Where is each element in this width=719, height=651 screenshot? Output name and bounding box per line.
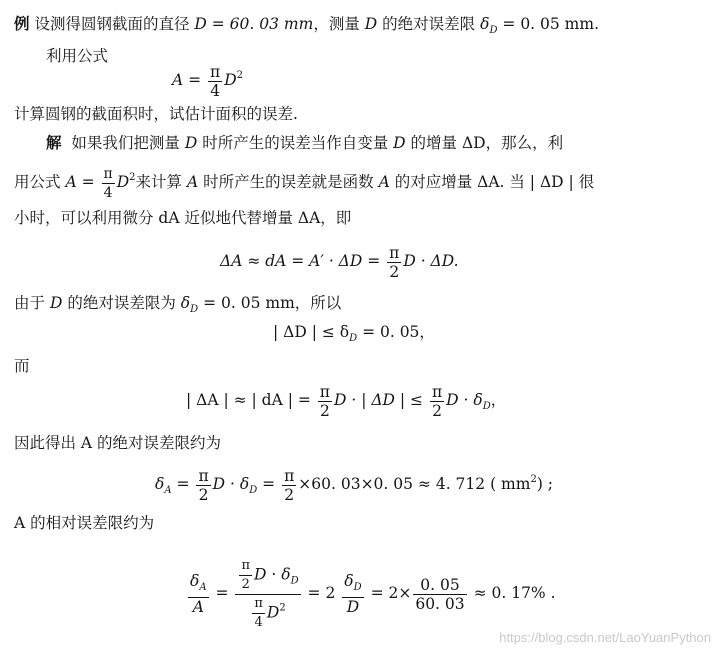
example-label: 例	[14, 14, 30, 33]
solution-paragraph-5: 因此得出 A 的绝对误差限约为	[14, 434, 222, 452]
solution-paragraph-3: 小时，可以利用微分 dA 近似地代替增量 ΔA，即	[14, 209, 352, 227]
use-formula-label: 利用公式	[46, 47, 109, 65]
solution-paragraph-4: 由于 D 的绝对误差限为 $\delta_D = 0$. 05 mm，所以	[14, 294, 342, 315]
conjunction-text: 而	[14, 357, 30, 375]
equation-absolute-limit: $\delta_A$ = $\frac{\pi}{2}$ $D \cdot \delta_D$ = $\frac{\pi}{2}$ ×60. 03×0. 05 ≈ 4. 712 ( $mm^2$) ;	[155, 466, 554, 504]
solution-paragraph-1: 解 如果我们把测量 D 时所产生的误差当作自变量 D 的增量 ΔD，那么，利	[46, 133, 564, 152]
question-text: 计算圆钢的截面积时，试估计面积的误差.	[14, 105, 298, 123]
example-statement: 例 设测得圆钢截面的直径 D = 60. 03 mm，测量 D 的绝对误差限 $\delta_D = 0$. 05 mm.	[14, 14, 600, 36]
solution-paragraph-6: A 的相对误差限约为	[14, 514, 155, 532]
solution-paragraph-2: 用公式 A = $\frac{\pi}{4}$ $D^2$来计算 A 时所产生的误差就是函数 A 的对应增量 ΔA. 当 | ΔD | 很	[14, 165, 595, 201]
area-formula: A = $\frac{\pi}{4}$ $D^2$	[172, 62, 244, 100]
solution-label: 解	[46, 133, 62, 152]
equation-abs-error: | ΔA | ≈ | dA | = $\frac{\pi}{2}$ D · | ΔD | ≤ $\frac{\pi}{2}$ $D \cdot \delta_D$，	[186, 382, 507, 420]
equation-relative-limit: $\frac{\delta_A}{A}$ = $\frac{\pi}{2}$ $D \cdot \delta_D$ $\frac{\pi}{4}$ $D^2$ = 2 $\frac{\delta_D}{D}$ = 2× $\frac{0. 05}{60. 03}$ ≈ 0. 17% .	[190, 557, 556, 630]
equation-delta-d-bound: | ΔD | ≤ $\delta_D = 0$. 05，	[273, 323, 435, 344]
equation-differential: ΔA ≈ dA = A′ · ΔD = $\frac{\pi}{2}$ D · ΔD.	[220, 243, 459, 281]
watermark-url: https://blog.csdn.net/LaoYuanPython	[499, 630, 711, 645]
